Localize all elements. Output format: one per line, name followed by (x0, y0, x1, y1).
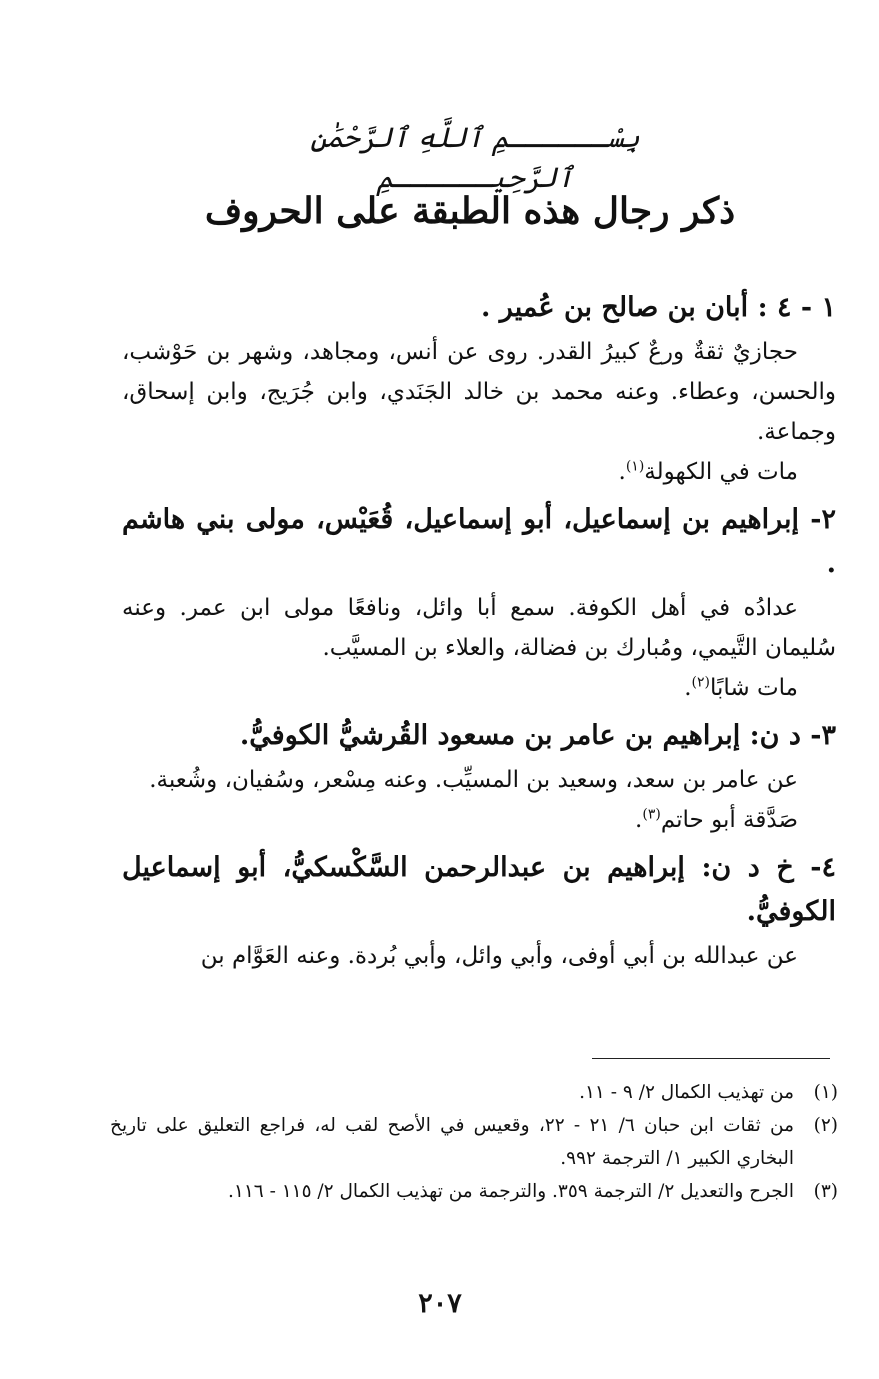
footnote-ref: (٣) (642, 806, 661, 823)
entry-death-note (122, 452, 836, 492)
footnote-text: من تهذيب الكمال ٢/ ٩ - ١١. (579, 1082, 794, 1103)
entry (122, 714, 836, 840)
section-heading: ذكر رجال هذه الطبقة على الحروف (204, 190, 736, 232)
death-text: مات في الكهولة (644, 459, 798, 485)
footnote-mark: (٢) (813, 1115, 838, 1136)
sentence-end: . (618, 459, 626, 485)
sentence-end: . (635, 807, 643, 833)
basmala: بِسْــــــمِ ٱللَّهِ ٱلرَّحْمَٰنِ ٱلرَّحِيــــــمِ (310, 121, 640, 194)
entry (122, 286, 836, 492)
entry-paragraph: عن عامر بن سعد، وسعيد بن المسيِّب. وعنه مِسْعر، وسُفيان، وشُعبة. (149, 767, 798, 793)
entry-paragraph: عن عبدالله بن أبي أوفى، وأبي وائل، وأبي بُردة. وعنه العَوَّام بن (200, 943, 798, 969)
footnote-mark: (١) (813, 1082, 838, 1103)
sentence-end: . (684, 675, 692, 701)
entry-title: ١ - ٤ : أبان بن صالح بن عُمير . (481, 292, 836, 323)
entry-death-note (122, 800, 836, 840)
main-text (122, 280, 836, 976)
entry-paragraph: حجازيٌ ثقةٌ ورعٌ كبيرُ القدر. روى عن أنس، ومجاهد، وشهر بن حَوْشب، والحسن، وعطاء. وعنه محمد بن خالد الجَنَدي، وابن جُرَيج، وابن إسحاق، وجماعة. (122, 339, 836, 445)
footnote (110, 1175, 838, 1208)
footnote-separator (592, 1058, 830, 1059)
entry (122, 846, 836, 976)
entry-title: ٢- إبراهيم بن إسماعيل، أبو إسماعيل، قُعَيْس، مولى بني هاشم . (122, 504, 836, 579)
footnote-text: من ثقات ابن حبان ٦/ ٢١ - ٢٢، وقعيس في الأصح لقب له، فراجع التعليق على تاريخ البخاري الكبير ١/ الترجمة ٩٩٢. (110, 1115, 794, 1169)
footnote (110, 1076, 838, 1109)
death-text: صَدَّقة أبو حاتم (660, 807, 798, 833)
entry-paragraph: عدادُه في أهل الكوفة. سمع أبا وائل، ونافعًا مولى ابن عمر. وعنه سُليمان التَّيمي، ومُبارك بن فضالة، والعلاء بن المسيَّب. (122, 595, 836, 661)
entry-title: ٣- د ن: إبراهيم بن عامر بن مسعود القُرشيُّ الكوفيُّ. (239, 720, 836, 751)
footnotes (110, 1076, 838, 1208)
footnote-text: الجرح والتعديل ٢/ الترجمة ٣٥٩. والترجمة من تهذيب الكمال ٢/ ١١٥ - ١١٦. (228, 1181, 794, 1202)
footnote-ref: (٢) (691, 674, 711, 691)
entry (122, 498, 836, 708)
page-number: ٢٠٧ (418, 1288, 462, 1319)
footnote (110, 1109, 838, 1175)
footnote-mark: (٣) (813, 1181, 838, 1202)
entry-title: ٤- خ د ن: إبراهيم بن عبدالرحمن السَّكْسكيُّ، أبو إسماعيل الكوفيُّ. (122, 852, 836, 927)
entry-death-note (122, 668, 836, 708)
death-text: مات شابًا (710, 675, 798, 701)
footnote-ref: (١) (625, 458, 645, 475)
